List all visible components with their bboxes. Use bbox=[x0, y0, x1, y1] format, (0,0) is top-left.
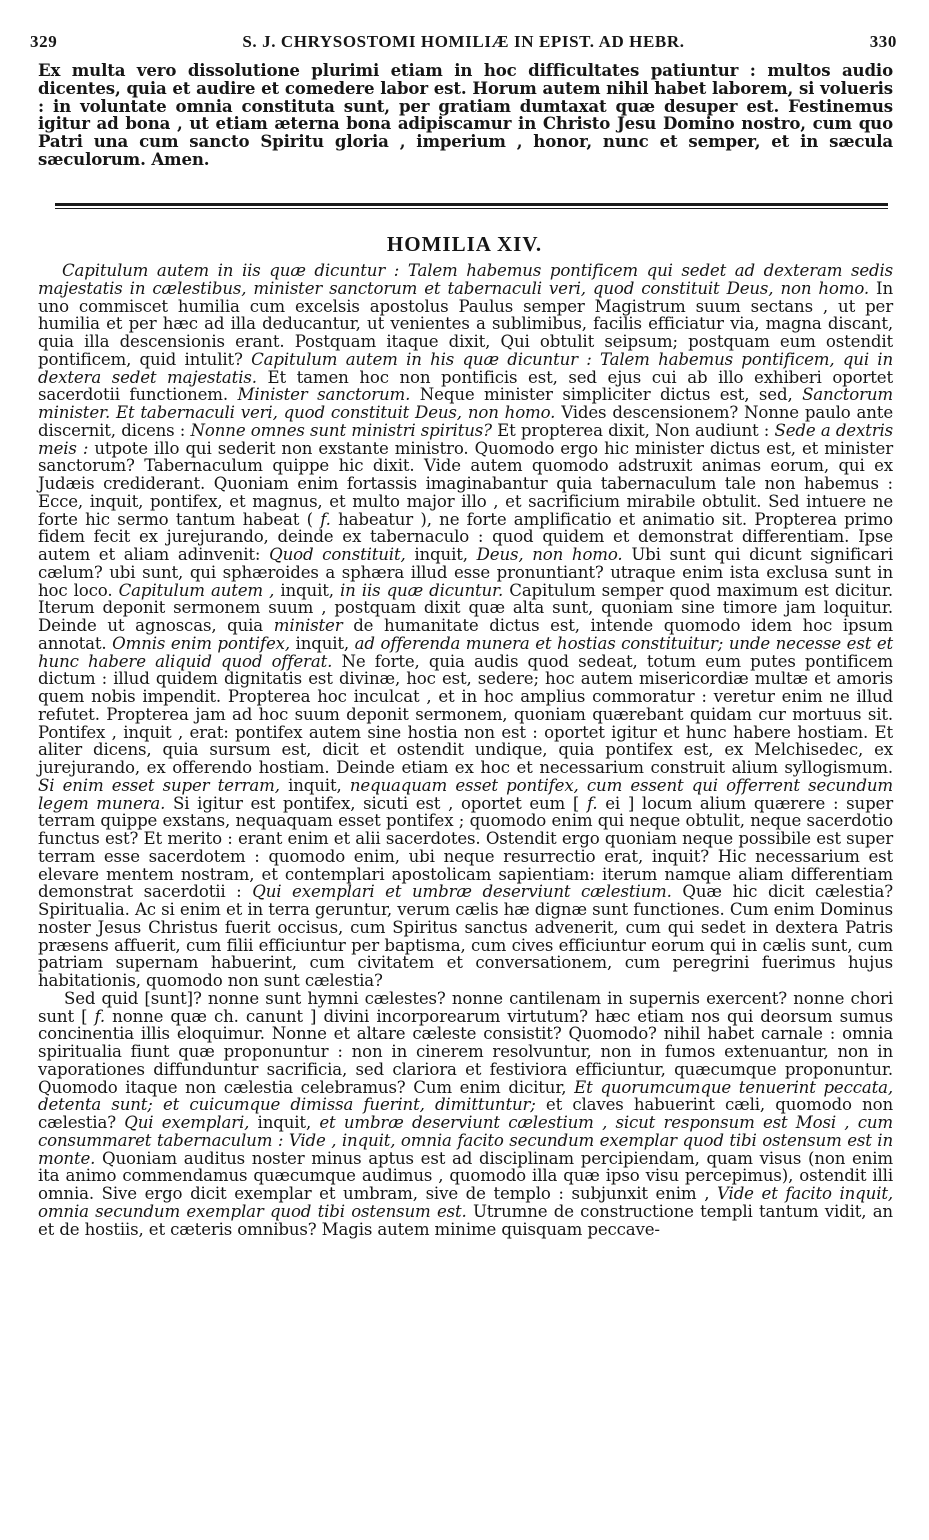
homily-body bbox=[38, 262, 893, 1238]
scripture-quote: Minister sanctorum. bbox=[237, 385, 411, 405]
page-number-left: 329 bbox=[30, 32, 58, 51]
section-rule-thick bbox=[55, 203, 888, 206]
scripture-quote: ad offerenda munera et hostias constituitur; unde necesse est et hunc habere aliquid quod offerat. bbox=[38, 633, 894, 671]
scripture-quote: Deus, non homo. bbox=[476, 545, 623, 564]
paragraph-2: Sed quid [sunt]? nonne sunt hymni cælestes? nonne cantilenam in supernis exercent? nonne chori sunt [ f. nonne quæ ch. canunt ] divini incorporearum virtutum? hæc etiam nos qui deorsum sumus concinentia illis eloquimur. Nonne et altare cæleste consistit? Quomodo? nihil habet carnale : omnia spiritualia fiunt quæ proponuntur : non in cinerem resolvuntur, non in fumos extenuantur, non in vaporationes diffunduntur sacrificia, sed clariora et festiviora efficiuntur, quæcumque proponuntur. Quomodo itaque non cælestia celebramus? Cum enim dicitur, Et quorumcumque tenuerint peccata, detenta sunt; et cuicumque dimissa fuerint, dimittuntur; et claves habuerint cæli, quomodo non cælestia? Qui exemplari, inquit, et umbræ deserviunt cælestium , sicut responsum est Mosi , cum consummaret tabernaculum : Vide , inquit, omnia facito secundum exemplar quod tibi ostensum est in monte. Quoniam auditus noster minus aptus est ad disciplinam percipiendam, quam visus (non enim ita animo commendamus quæcumque audimus , quomodo illa quæ ipso visu percepimus), ostendit illi omnia. Sive ergo dicit exemplar et umbram, sive de templo : subjunxit enim , Vide et facito inquit, omnia secundum exemplar quod tibi ostensum est. Utrumne de constructione templi tantum vidit, an et de hostiis, et cæteris omnibus? Magis autem minime quisquam peccave- bbox=[38, 988, 893, 1239]
scripture-quote: Capitulum autem , bbox=[118, 580, 275, 600]
page-number-right: 330 bbox=[869, 32, 897, 51]
scripture-quote: Si enim esset super terram, bbox=[38, 775, 280, 795]
variant-note: f. bbox=[320, 509, 331, 529]
scripture-quote: Sede a dextris meis : bbox=[38, 420, 893, 458]
scripture-quote: Nonne omnes sunt ministri spiritus? bbox=[190, 420, 492, 440]
scripture-quote: et umbræ deserviunt cælestium , sicut responsum est Mosi , cum consummaret tabernaculum : Vide , inquit, omnia facito secundum exemplar quod tibi ostensum est in monte. bbox=[38, 1113, 893, 1168]
homily-title: HOMILIA XIV. bbox=[386, 232, 543, 256]
scripture-quote: Et quorumcumque tenuerint peccata, detenta sunt; et cuicumque dimissa fuerint, dimittuntur; bbox=[38, 1077, 893, 1115]
scripture-quote: minister bbox=[273, 616, 343, 635]
running-header bbox=[30, 32, 897, 58]
variant-note: f. bbox=[586, 793, 598, 813]
variant-note: f. bbox=[94, 1006, 106, 1026]
scripture-quote: Quod constituit, bbox=[269, 545, 406, 564]
scripture-quote: Capitulum autem in iis quæ dicuntur : Talem habemus pontificem qui sedet ad dexteram sedis majestatis in cælestibus, minister sanctorum et tabernaculi veri, quod constituit Deus, non homo. bbox=[38, 261, 893, 298]
scripture-quote: Vide et facito inquit, omnia secundum exemplar quod tibi ostensum est. bbox=[38, 1184, 893, 1221]
previous-homily-conclusion bbox=[38, 62, 893, 169]
scripture-quote: in iis quæ dicuntur. bbox=[339, 580, 504, 600]
scripture-quote: Sanctorum minister. Et tabernaculi veri, quod constituit Deus, non homo. bbox=[38, 385, 893, 422]
scripture-quote: Capitulum autem in his quæ dicuntur : Talem habemus pontificem, qui in dextera sedet majestatis. bbox=[38, 349, 893, 387]
scripture-quote: nequaquam esset pontifex, cum essent qui offerrent secundum legem munera. bbox=[38, 775, 893, 813]
section-rule-thin bbox=[55, 208, 888, 209]
paragraph-1: Capitulum autem in iis quæ dicuntur : Talem habemus pontificem qui sedet ad dexteram sedis majestatis in cælestibus, minister sanctorum et tabernaculi veri, quod constituit Deus, non homo. In uno commiscet humilia cum excelsis apostolus Paulus semper Magistrum suum sectans , ut per humilia et per hæc ad illa deducantur, ut venientes a sublimibus, facilis efficiatur via, magna discant, quia illa descensionis erant. Postquam itaque dixit, Qui obtulit seipsum; postquam eum ostendit pontificem, quid intulit? Capitulum autem in his quæ dicuntur : Talem habemus pontificem, qui in dextera sedet majestatis. Et tamen hoc non pontificis est, sed ejus cui ab illo exhiberi oportet sacerdotii functionem. Minister sanctorum. Neque minister simpliciter dictus est, sed, Sanctorum minister. Et tabernaculi veri, quod constituit Deus, non homo. Vides descensionem? Nonne paulo ante discernit, dicens : Nonne omnes sunt ministri spiritus? Et propterea dixit, Non audiunt : Sede a dextris meis : utpote illo qui sederit non exstante ministro. Quomodo ergo hic minister dictus est, et minister sanctorum? Tabernaculum quippe hic dixit. Vide autem quomodo adstruxit animas eorum, qui ex Judæis crediderant. Quoniam enim fortassis imaginabantur quia tabernaculum tale non habemus : Ecce, inquit, pontifex, et magnus, et multo major illo , et sacrificium mirabile obtulit. Sed intuere ne forte hic sermo tantum habeat ( f. habeatur ), ne forte amplificatio et animatio sit. Propterea primo fidem fecit ex jurejurando, deinde ex tabernaculo : quod quidem et demonstrat differentiam. Ipse autem et aliam adinvenit: Quod constituit, inquit, Deus, non homo. Ubi sunt qui dicunt significari cælum? ubi sunt, qui sphæroides a sphæra illud esse pronuntiant? utraque enim ista exclusa sunt in hoc loco. Capitulum autem , inquit, in iis quæ dicuntur. Capitulum semper quod maximum est dicitur. Iterum deponit sermonem suum , postquam dixit quæ alta sunt, quoniam sine timore jam loquitur. Deinde ut agnoscas, quia minister de humanitate dictus est, intende quomodo idem hoc ipsum annotat. Omnis enim pontifex, inquit, ad offerenda munera et hostias constituitur; unde necesse est et hunc habere aliquid quod offerat. Ne forte, quia audis quod sedeat, totum eum putes pontificem dictum : illud quidem dignitatis est divinæ, hoc est, sedere; hoc autem misericordiæ multæ et amoris quem nobis impendit. Propterea hoc inculcat , et in hoc amplius commoratur : veretur enim ne illud refutet. Propterea jam ad hoc suum deponit sermonem, quoniam quærebant quidam cur mortuus sit. Pontifex , inquit , erat: pontifex autem sine hostia non est : oportet igitur et hunc habere hostiam. Et aliter dicens, quia sursum est, dicit et ostendit undique, quia pontifex est, ex Melchisedec, ex jurejurando, ex offerendo hostiam. Deinde etiam ex hoc et necessarium construit alium syllogismum. Si enim esset super terram, inquit, nequaquam esset pontifex, cum essent qui offerrent secundum legem munera. Si igitur est pontifex, sicuti est , oportet eum [ f. ei ] locum alium quærere : super terram quippe exstans, nequaquam esset pontifex ; quomodo enim qui neque obtulit, neque sacerdotio functus est? Et merito : erant enim et alii sacerdotes. Ostendit ergo quoniam neque possibile est super terram esse sacerdotem : quomodo enim, ubi neque resurrectio erat, inquit? Hic necessarium est elevare mentem nostram, et contemplari apostolicam sapientiam: iterum namque aliam differentiam demonstrat sacerdotii : Qui exemplari et umbræ deserviunt cælestium. Quæ hic dicit cælestia? Spiritualia. Ac si enim et in terra geruntur, verum cælis hæ dignæ sunt functiones. Cum enim Dominus noster Jesus Christus fuerit occisus, cum Spiritus sanctus advenerit, cum qui sedet in dextera Patris præsens affuerit, cum filii efficiuntur per baptisma, cum cives efficiuntur eorum qui in cælis sunt, cum patriam supernam habuerint, cum civitatem et conversationem, cum peregrini fuerimus hujus habitationis, quomodo non sunt cælestia? bbox=[38, 261, 894, 990]
running-title: S. J. CHRYSOSTOMI HOMILIÆ IN EPIST. AD HEBR. bbox=[242, 32, 685, 51]
scripture-quote: Qui exemplari, bbox=[124, 1113, 250, 1132]
intro-paragraph: Ex multa vero dissolutione plurimi etiam in hoc difficultates patiuntur : multos audio dicentes, quia et audire et comedere labor est. Horum autem nihil habet laborem, si volueris : in voluntate omnia constituta sunt, per gratiam dumtaxat quæ desuper est. Festinemus igitur ad bona , ut etiam æterna bona adipiscamur in Christo Jesu Domino nostro, cum quo Patri una cum sancto Spiritu gloria , imperium , honor, nunc et semper, et in sæcula sæculorum. Amen. bbox=[38, 60, 893, 169]
scripture-quote: Qui exemplari et umbræ deserviunt cælestium. bbox=[252, 882, 672, 902]
scripture-quote: Omnis enim pontifex, bbox=[112, 633, 290, 653]
